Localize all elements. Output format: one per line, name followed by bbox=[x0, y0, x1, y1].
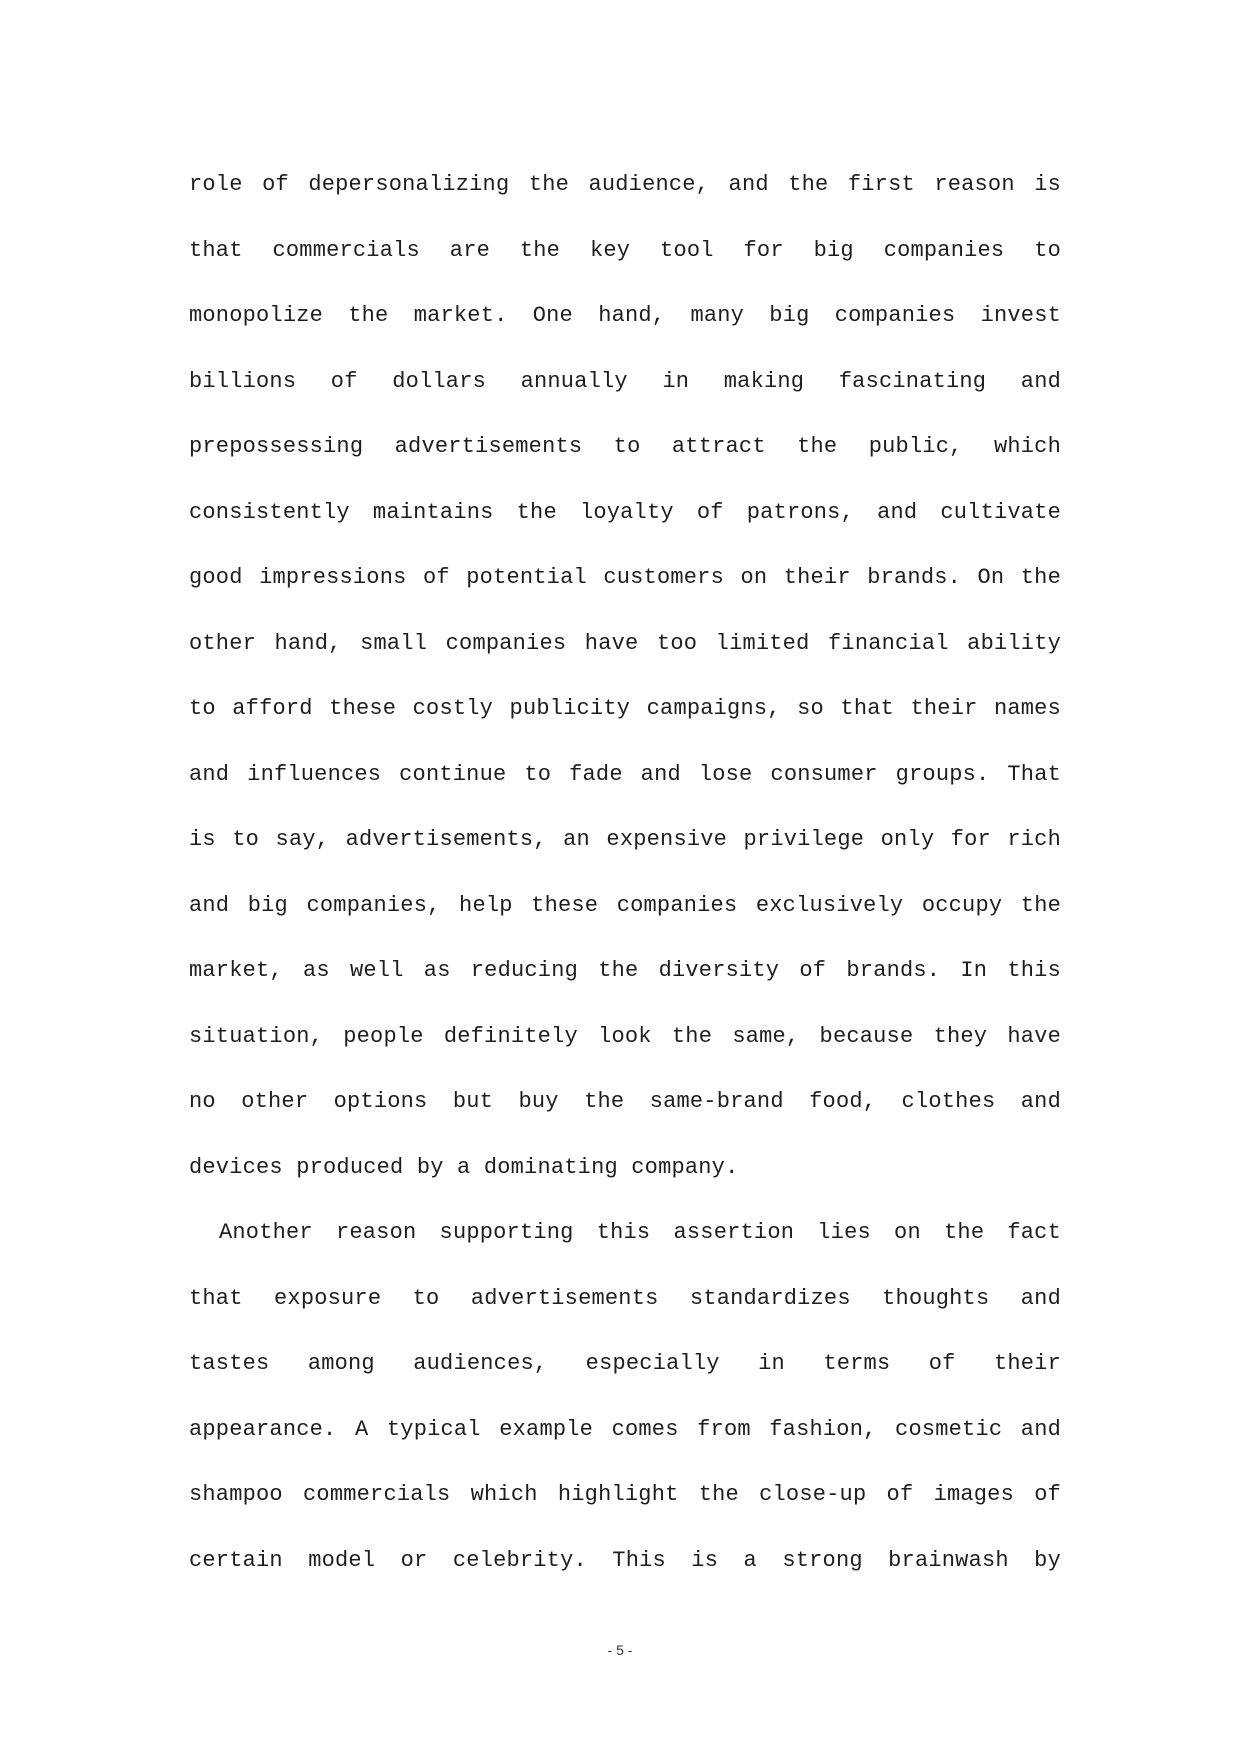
text-line: other hand, small companies have too limited financial ability bbox=[189, 630, 1061, 656]
paragraph bbox=[189, 152, 1061, 1200]
text-line: situation, people definitely look the same, because they have bbox=[189, 1023, 1061, 1049]
text-line: and big companies, help these companies exclusively occupy the bbox=[189, 892, 1061, 918]
text-line: role of depersonalizing the audience, and the first reason is bbox=[189, 172, 1061, 197]
body-text bbox=[189, 152, 1061, 1593]
text-line: to afford these costly publicity campaigns, so that their names bbox=[189, 696, 1061, 721]
text-line: billions of dollars annually in making fascinating and bbox=[189, 368, 1061, 394]
paragraph bbox=[189, 1200, 1061, 1593]
text-line: appearance. A typical example comes from fashion, cosmetic and bbox=[189, 1416, 1061, 1442]
text-line: that exposure to advertisements standardizes thoughts and bbox=[189, 1285, 1061, 1311]
text-line: Another reason supporting this assertion lies on the fact bbox=[219, 1220, 1061, 1245]
text-line: and influences continue to fade and lose consumer groups. That bbox=[189, 761, 1061, 787]
text-line: certain model or celebrity. This is a strong brainwash by bbox=[189, 1547, 1061, 1573]
text-line: that commercials are the key tool for big companies to bbox=[189, 237, 1061, 263]
page-number: - 5 - bbox=[607, 1642, 633, 1658]
text-line: no other options but buy the same-brand food, clothes and bbox=[189, 1089, 1061, 1114]
text-line: tastes among audiences, especially in terms of their bbox=[189, 1351, 1061, 1376]
text-line: monopolize the market. One hand, many big companies invest bbox=[189, 303, 1061, 328]
text-line: good impressions of potential customers on their brands. On the bbox=[189, 565, 1061, 590]
text-line: market, as well as reducing the diversity of brands. In this bbox=[189, 958, 1061, 983]
text-line: consistently maintains the loyalty of patrons, and cultivate bbox=[189, 499, 1061, 525]
text-line: prepossessing advertisements to attract the public, which bbox=[189, 434, 1061, 459]
text-line: is to say, advertisements, an expensive privilege only for rich bbox=[189, 827, 1061, 852]
text-line: devices produced by a dominating company. bbox=[189, 1154, 739, 1180]
text-line: shampoo commercials which highlight the close-up of images of bbox=[189, 1482, 1061, 1507]
